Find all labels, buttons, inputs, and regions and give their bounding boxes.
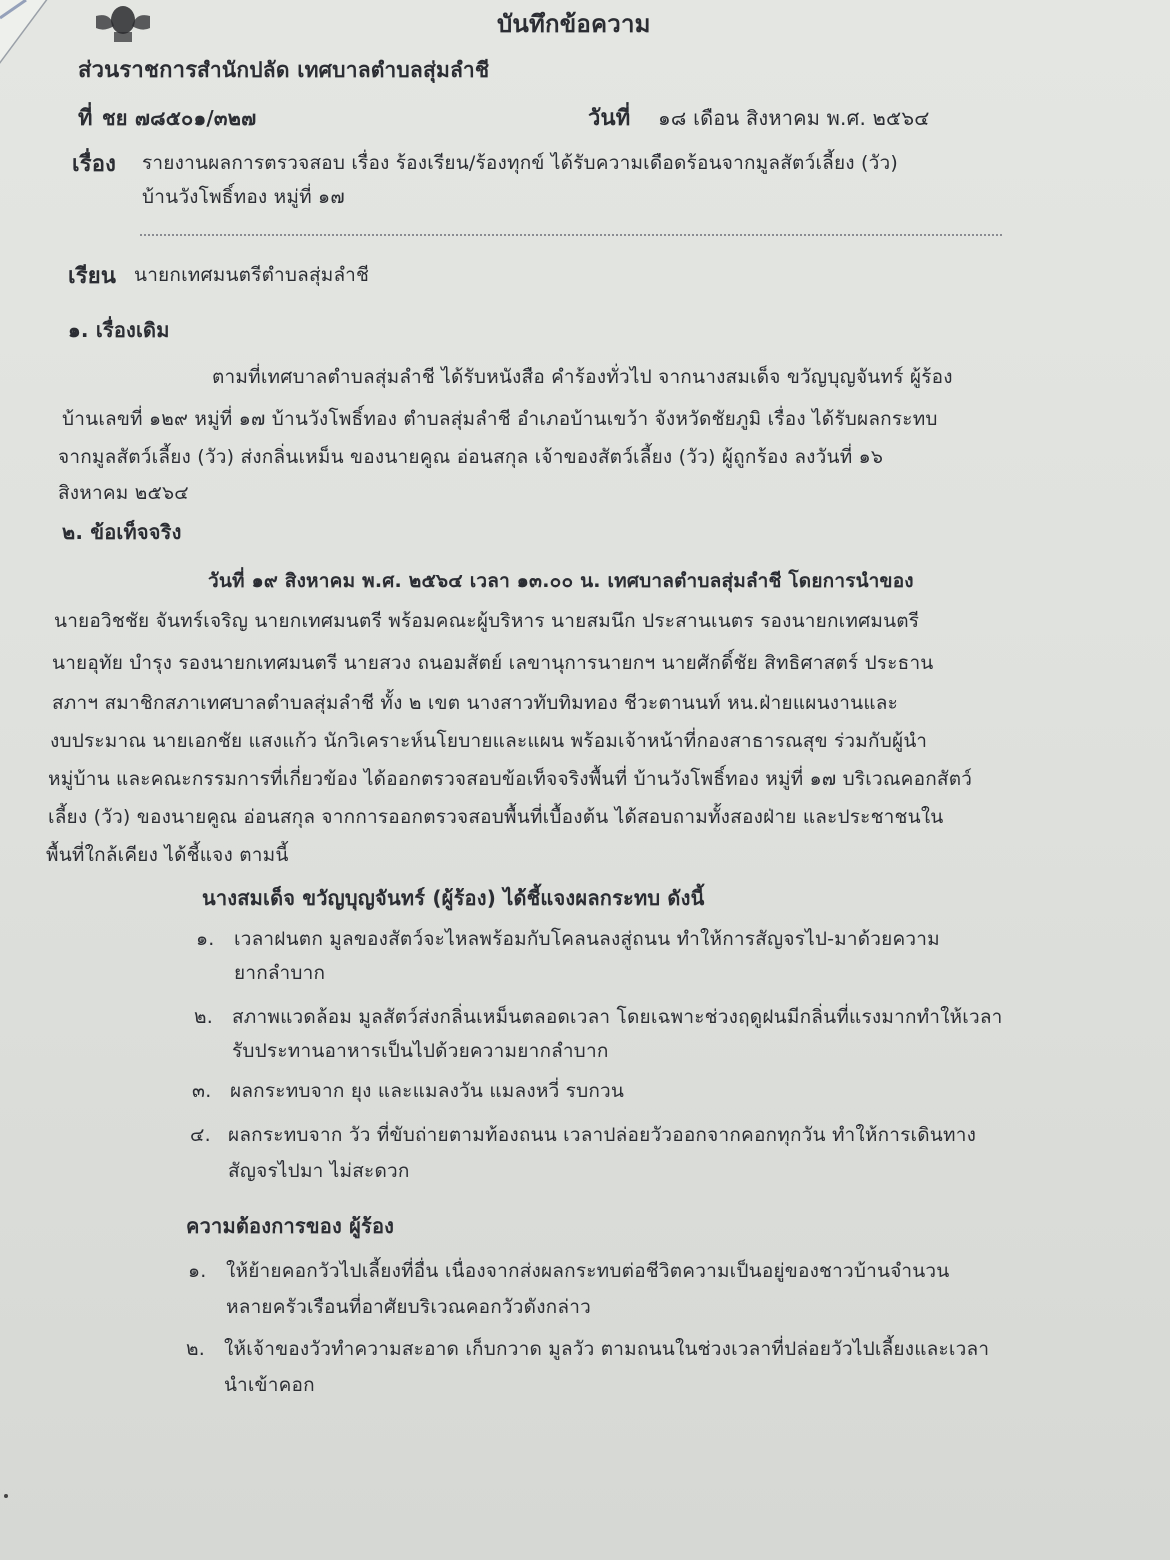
need-2-line-1: ให้เจ้าของวัวทำความสะอาด เก็บกวาด มูลวัว ตามถนนในช่วงเวลาที่ปล่อยวัวไปเลี้ยงและเวลา <box>224 1338 990 1360</box>
impact-1-line-1: เวลาฝนตก มูลของสัตว์จะไหลพร้อมกับโคลนลงสู่ถนน ทำให้การสัญจรไป-มาด้วยความ <box>234 928 940 950</box>
section-2-line-4: สภาฯ สมาชิกสภาเทศบาลตำบลสุ่มลำชี ทั้ง ๒ เขต นางสาวทับทิมทอง ชีวะตานนท์ หน.ฝ่ายแผนงานและ <box>52 692 899 714</box>
section-2-line-2: นายอวิชชัย จันทร์เจริญ นายกเทศมนตรี พร้อมคณะผู้บริหาร นายสมนึก ประสานเนตร รองนายกเทศมนตรี <box>54 610 920 632</box>
impact-2-num: ๒. <box>194 1006 213 1028</box>
impact-3-line-1: ผลกระทบจาก ยุง และแมลงวัน แมลงหวี่ รบกวน <box>230 1080 625 1102</box>
section-2-line-1: วันที่ ๑๙ สิงหาคม พ.ศ. ๒๕๖๔ เวลา ๑๓.๐๐ น. เทศบาลตำบลสุ่มลำชี โดยการนำของ <box>208 570 914 592</box>
date-label: วันที่ <box>588 106 631 131</box>
need-1-num: ๑. <box>188 1260 207 1282</box>
section-1-line-2: บ้านเลขที่ ๑๒๙ หมู่ที่ ๑๗ บ้านวังโพธิ์ทอง ตำบลสุ่มลำชี อำเภอบ้านเขว้า จังหวัดชัยภูมิ เรื่อง ได้รับผลกระทบ <box>62 408 938 430</box>
need-2-num: ๒. <box>186 1338 205 1360</box>
section-1-line-4: สิงหาคม ๒๕๖๔ <box>58 482 189 504</box>
ref-label: ที่ <box>78 106 93 131</box>
section-2-line-3: นายอุทัย บำรุง รองนายกเทศมนตรี นายสวง ถนอมสัตย์ เลขานุการนายกฯ นายศักดิ์ชัย สิทธิศาสตร์ ประธาน <box>52 652 934 674</box>
section-1-heading: ๑. เรื่องเดิม <box>68 318 170 342</box>
section-2-line-8: พื้นที่ใกล้เคียง ได้ชี้แจง ตามนี้ <box>46 844 289 866</box>
needs-heading: ความต้องการของ ผู้ร้อง <box>186 1214 395 1238</box>
impact-4-line-2: สัญจรไปมา ไม่สะดวก <box>228 1160 410 1182</box>
need-1-line-2: หลายครัวเรือนที่อาศัยบริเวณคอกวัวดังกล่าว <box>226 1296 591 1318</box>
section-1-line-3: จากมูลสัตว์เลี้ยง (วัว) ส่งกลิ่นเหม็น ของนายคูณ อ่อนสกุล เจ้าของสัตว์เลี้ยง (วัว) ผู้ถูกร้อง ลงวันที่ ๑๖ <box>58 446 884 468</box>
impact-4-num: ๔. <box>190 1124 211 1146</box>
agency-label: ส่วนราชการ <box>78 58 198 83</box>
date-value: ๑๘ เดือน สิงหาคม พ.ศ. ๒๕๖๔ <box>658 106 930 130</box>
agency-value: สำนักปลัด เทศบาลตำบลสุ่มลำชี <box>197 58 490 82</box>
impact-1-line-2: ยากลำบาก <box>234 962 326 984</box>
document-title: บันทึกข้อความ <box>497 10 651 38</box>
subject-label: เรื่อง <box>72 152 117 177</box>
to-value: นายกเทศมนตรีตำบลสุ่มลำชี <box>134 264 370 286</box>
section-2-line-7: เลี้ยง (วัว) ของนายคูณ อ่อนสกุล จากการออกตรวจสอบพื้นที่เบื้องต้น ได้สอบถามทั้งสองฝ่าย และประชาชนใน <box>48 806 944 828</box>
ink-speck <box>4 1494 8 1498</box>
ref-value: ชย ๗๘๕๐๑/๓๒๗ <box>102 106 257 130</box>
subject-line-1: รายงานผลการตรวจสอบ เรื่อง ร้องเรียน/ร้องทุกข์ ได้รับความเดือดร้อนจากมูลสัตว์เลี้ยง (วัว) <box>142 152 898 174</box>
section-2-line-6: หมู่บ้าน และคณะกรรมการที่เกี่ยวข้อง ได้ออกตรวจสอบข้อเท็จจริงพื้นที่ บ้านวังโพธิ์ทอง หมู่ที่ ๑๗ บริเวณคอกสัตว์ <box>48 768 973 790</box>
impact-3-num: ๓. <box>192 1080 212 1102</box>
subject-line-2: บ้านวังโพธิ์ทอง หมู่ที่ ๑๗ <box>142 186 345 208</box>
garuda-emblem-icon <box>92 2 154 46</box>
divider <box>140 234 1002 236</box>
impact-2-line-1: สภาพแวดล้อม มูลสัตว์ส่งกลิ่นเหม็นตลอดเวลา โดยเฉพาะช่วงฤดูฝนมีกลิ่นที่แรงมากทำให้เวลา <box>232 1006 1003 1028</box>
section-2-line-5: งบประมาณ นายเอกชัย แสงแก้ว นักวิเคราะห์นโยบายและแผน พร้อมเจ้าหน้าที่กองสาธารณสุข ร่วมกับผู้นำ <box>50 730 928 752</box>
section-1-line-1: ตามที่เทศบาลตำบลสุ่มลำชี ได้รับหนังสือ คำร้องทั่วไป จากนางสมเด็จ ขวัญบุญจันทร์ ผู้ร้อง <box>212 366 953 388</box>
need-2-line-2: นำเข้าคอก <box>224 1374 315 1396</box>
folded-corner-mark <box>0 0 76 88</box>
section-2-heading: ๒. ข้อเท็จจริง <box>62 520 182 544</box>
impact-1-num: ๑. <box>196 928 215 950</box>
need-1-line-1: ให้ย้ายคอกวัวไปเลี้ยงที่อื่น เนื่องจากส่งผลกระทบต่อชีวิตความเป็นอยู่ของชาวบ้านจำนวน <box>226 1260 950 1282</box>
complainant-heading: นางสมเด็จ ขวัญบุญจันทร์ (ผู้ร้อง) ได้ชี้แจงผลกระทบ ดังนี้ <box>202 886 705 910</box>
to-label: เรียน <box>68 264 117 289</box>
impact-4-line-1: ผลกระทบจาก วัว ที่ขับถ่ายตามท้องถนน เวลาปล่อยวัวออกจากคอกทุกวัน ทำให้การเดินทาง <box>228 1124 977 1146</box>
impact-2-line-2: รับประทานอาหารเป็นไปด้วยความยากลำบาก <box>232 1040 609 1062</box>
